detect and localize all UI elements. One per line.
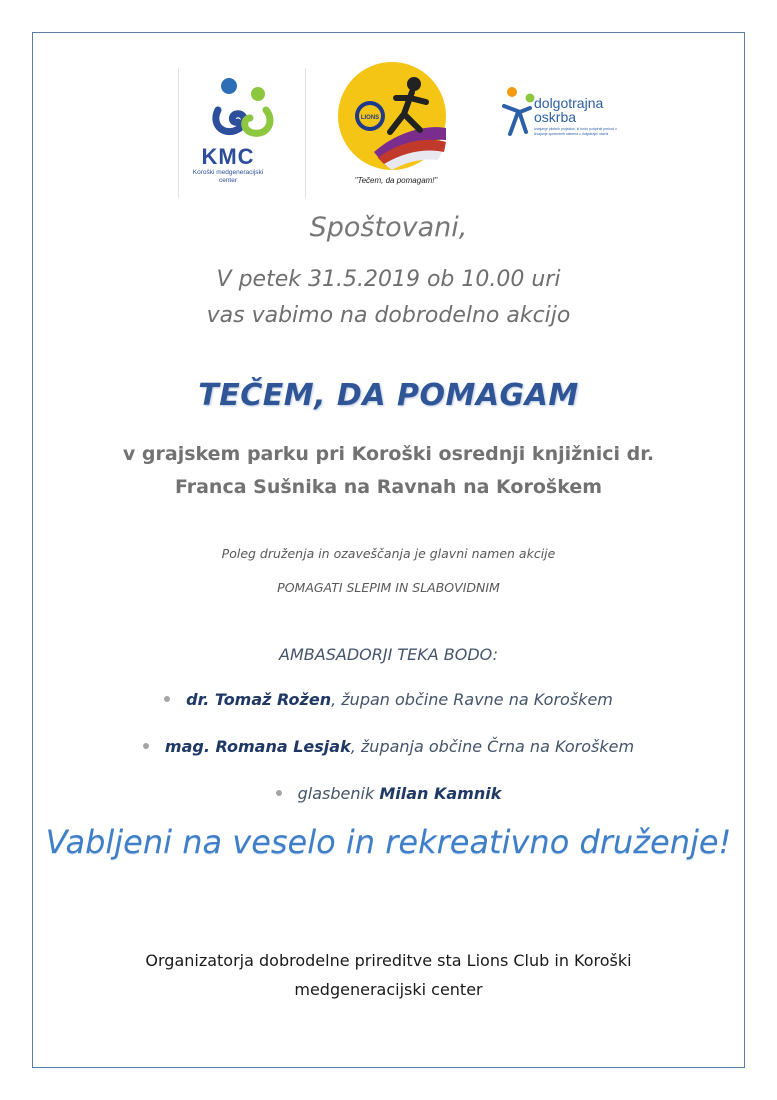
- welcome-message: Vabljeni na veselo in rekreativno druženje!: [45, 823, 732, 861]
- ambassadors-list: [32, 683, 745, 824]
- dolgotrajna-text: dolgotrajna: [534, 95, 604, 111]
- bullet-icon: [143, 743, 149, 749]
- list-item: glasbenik Milan Kamnik: [32, 777, 745, 824]
- oskrba-text: oskrba: [534, 109, 577, 125]
- bullet-icon: [276, 790, 282, 796]
- invitation-intro: [32, 262, 745, 334]
- lions-logo: [334, 62, 454, 192]
- event-venue: [32, 438, 745, 504]
- kmc-logo-subtitle: Koroški medgeneracijski center: [192, 169, 264, 184]
- venue-line-1: v grajskem parku pri Koroški osrednji knjižnici dr.: [122, 443, 655, 465]
- kmc-people-icon: [192, 66, 292, 146]
- event-purpose: [32, 537, 745, 605]
- venue-line-2: Franca Sušnika na Ravnah na Koroškem: [174, 476, 603, 498]
- intro-date-line: V petek 31.5.2019 ob 10.00 uri: [216, 267, 561, 292]
- purpose-line-2: POMAGATI SLEPIM IN SLABOVIDNIM: [277, 580, 500, 595]
- organizers-line-2: medgeneracijski center: [294, 980, 483, 999]
- list-item: dr. Tomaž Rožen, župan občine Ravne na Koroškem: [32, 683, 745, 730]
- ambassadors-heading: AMBASADORJI TEKA BODO:: [279, 645, 498, 664]
- lions-runner-icon: [334, 62, 454, 177]
- intro-invite-line: vas vabimo na dobrodelno akcijo: [206, 303, 571, 328]
- organizers: [32, 946, 745, 1004]
- ambassador-name: mag. Romana Lesjak: [164, 737, 351, 756]
- greeting: Spoštovani,: [309, 212, 468, 243]
- ambassador-name: dr. Tomaž Rožen: [186, 690, 332, 709]
- organizers-line-1: Organizatorja dobrodelne prireditve sta Lions Club in Koroški: [145, 951, 632, 970]
- purpose-line-1: Poleg druženja in ozaveščanja je glavni namen akcije: [221, 546, 556, 561]
- bullet-icon: [164, 696, 170, 702]
- lions-slogan: "Tečem, da pomagam!": [354, 176, 438, 185]
- kmc-logo-text: KMC: [201, 144, 255, 169]
- list-item: mag. Romana Lesjak, županja občine Črna na Koroškem: [32, 730, 745, 777]
- kmc-logo: [178, 66, 306, 200]
- logo-row: [0, 0, 777, 210]
- dolgotrajna-subtitle: Izvajanje pilotnih projektov, ki bodo podpirali prehod v izvajanje sprememb sistema v dolgotrajni oskrbi: [534, 127, 617, 136]
- event-title: TEČEM, DA POMAGAM: [198, 378, 579, 413]
- dolgotrajna-oskrba-logo: [500, 82, 630, 152]
- ambassador-name: Milan Kamnik: [379, 784, 502, 803]
- svg-text:LIONS: LIONS: [360, 115, 380, 121]
